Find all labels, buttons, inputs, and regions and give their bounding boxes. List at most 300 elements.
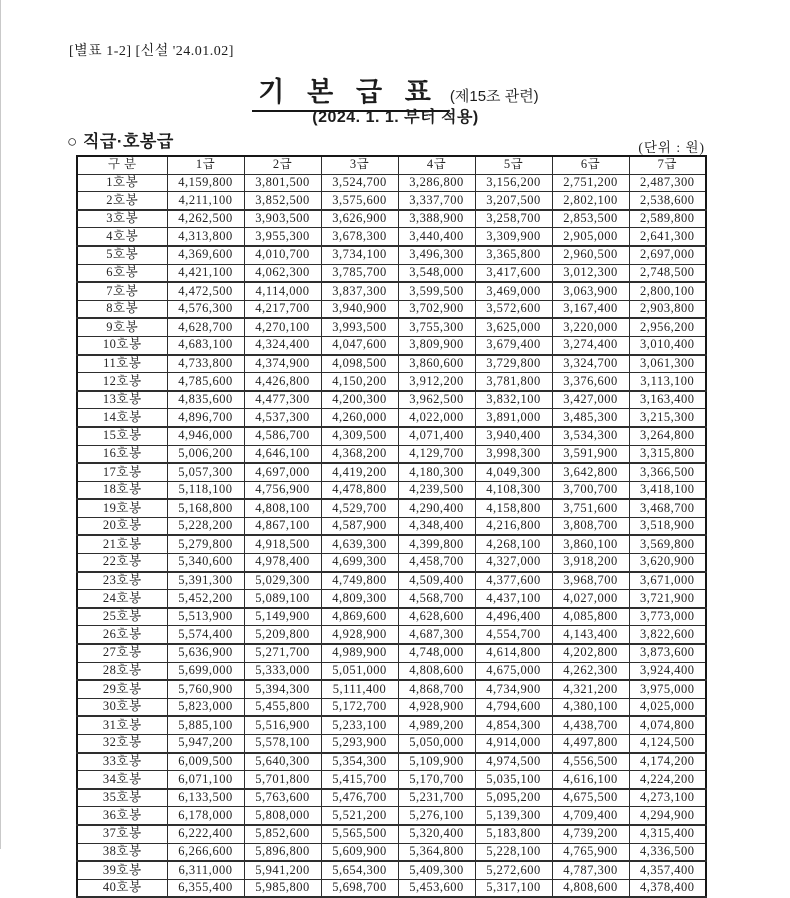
salary-cell: 5,231,700 <box>398 789 475 807</box>
salary-cell: 3,891,000 <box>475 409 552 427</box>
salary-cell: 3,469,000 <box>475 282 552 300</box>
col-header-grade-7: 7급 <box>629 156 706 174</box>
salary-cell: 4,327,000 <box>475 554 552 572</box>
salary-cell: 4,586,700 <box>244 427 321 445</box>
row-label: 29호봉 <box>77 680 167 698</box>
salary-cell: 4,124,500 <box>629 735 706 753</box>
col-header-grade-5: 5급 <box>475 156 552 174</box>
salary-cell: 3,940,900 <box>321 300 398 318</box>
salary-cell: 4,114,000 <box>244 282 321 300</box>
salary-cell: 5,333,000 <box>244 662 321 680</box>
row-label: 7호봉 <box>77 282 167 300</box>
salary-cell: 3,955,300 <box>244 228 321 246</box>
salary-cell: 3,968,700 <box>552 572 629 590</box>
salary-cell: 5,364,800 <box>398 843 475 861</box>
salary-cell: 4,262,500 <box>167 210 244 228</box>
salary-cell: 4,268,100 <box>475 535 552 553</box>
salary-cell: 4,697,000 <box>244 463 321 481</box>
salary-cell: 2,905,000 <box>552 228 629 246</box>
salary-cell: 4,709,400 <box>552 807 629 825</box>
salary-cell: 2,956,200 <box>629 318 706 336</box>
salary-cell: 3,808,700 <box>552 517 629 535</box>
salary-cell: 4,808,600 <box>398 662 475 680</box>
salary-cell: 6,009,500 <box>167 753 244 771</box>
salary-cell: 4,478,800 <box>321 481 398 499</box>
salary-cell: 5,228,100 <box>475 843 552 861</box>
salary-cell: 4,426,800 <box>244 373 321 391</box>
salary-cell: 4,098,500 <box>321 355 398 373</box>
salary-cell: 4,270,100 <box>244 318 321 336</box>
salary-cell: 6,178,000 <box>167 807 244 825</box>
salary-cell: 3,837,300 <box>321 282 398 300</box>
salary-cell: 4,315,400 <box>629 825 706 843</box>
row-label: 25호봉 <box>77 608 167 626</box>
table-row <box>77 192 706 210</box>
salary-cell: 3,940,400 <box>475 427 552 445</box>
salary-cell: 3,417,600 <box>475 264 552 282</box>
salary-cell: 4,748,000 <box>398 644 475 662</box>
salary-cell: 4,946,000 <box>167 427 244 445</box>
salary-cell: 3,063,900 <box>552 282 629 300</box>
salary-cell: 4,765,900 <box>552 843 629 861</box>
salary-cell: 3,485,300 <box>552 409 629 427</box>
table-row <box>77 753 706 771</box>
salary-cell: 2,697,000 <box>629 246 706 264</box>
salary-cell: 4,143,400 <box>552 626 629 644</box>
salary-cell: 2,853,500 <box>552 210 629 228</box>
salary-cell: 5,521,200 <box>321 807 398 825</box>
salary-cell: 3,315,800 <box>629 445 706 463</box>
table-row <box>77 879 706 897</box>
salary-cell: 4,313,800 <box>167 228 244 246</box>
table-row <box>77 246 706 264</box>
salary-cell: 3,620,900 <box>629 554 706 572</box>
salary-cell: 4,377,600 <box>475 572 552 590</box>
row-label: 28호봉 <box>77 662 167 680</box>
salary-cell: 3,365,800 <box>475 246 552 264</box>
salary-cell: 3,440,400 <box>398 228 475 246</box>
salary-cell: 4,808,600 <box>552 879 629 897</box>
salary-cell: 3,524,700 <box>321 174 398 192</box>
salary-table <box>76 155 707 898</box>
table-row <box>77 336 706 354</box>
salary-cell: 4,989,900 <box>321 644 398 662</box>
salary-cell: 3,773,000 <box>629 608 706 626</box>
salary-cell: 3,215,300 <box>629 409 706 427</box>
table-row <box>77 517 706 535</box>
salary-cell: 4,273,100 <box>629 789 706 807</box>
table-row <box>77 174 706 192</box>
salary-cell: 2,487,300 <box>629 174 706 192</box>
salary-cell: 4,419,200 <box>321 463 398 481</box>
salary-cell: 4,211,100 <box>167 192 244 210</box>
salary-cell: 4,974,500 <box>475 753 552 771</box>
salary-cell: 4,369,600 <box>167 246 244 264</box>
salary-cell: 5,823,000 <box>167 698 244 716</box>
salary-cell: 4,699,300 <box>321 554 398 572</box>
salary-cell: 4,062,300 <box>244 264 321 282</box>
salary-cell: 3,274,400 <box>552 336 629 354</box>
salary-cell: 4,928,900 <box>321 626 398 644</box>
salary-cell: 3,671,000 <box>629 572 706 590</box>
salary-cell: 5,168,800 <box>167 499 244 517</box>
salary-cell: 5,170,700 <box>398 771 475 789</box>
salary-cell: 5,516,900 <box>244 716 321 734</box>
salary-cell: 4,378,400 <box>629 879 706 897</box>
salary-cell: 4,496,400 <box>475 608 552 626</box>
row-label: 26호봉 <box>77 626 167 644</box>
salary-cell: 3,801,500 <box>244 174 321 192</box>
row-label: 1호봉 <box>77 174 167 192</box>
salary-cell: 4,290,400 <box>398 499 475 517</box>
salary-cell: 3,572,600 <box>475 300 552 318</box>
table-row <box>77 282 706 300</box>
salary-cell: 3,010,400 <box>629 336 706 354</box>
salary-cell: 3,167,400 <box>552 300 629 318</box>
salary-cell: 5,476,700 <box>321 789 398 807</box>
salary-cell: 3,832,100 <box>475 391 552 409</box>
salary-cell: 3,258,700 <box>475 210 552 228</box>
salary-cell: 3,518,900 <box>629 517 706 535</box>
table-row <box>77 499 706 517</box>
salary-cell: 3,755,300 <box>398 318 475 336</box>
salary-cell: 3,569,800 <box>629 535 706 553</box>
salary-cell: 4,260,000 <box>321 409 398 427</box>
salary-cell: 6,222,400 <box>167 825 244 843</box>
salary-cell: 4,576,300 <box>167 300 244 318</box>
salary-cell: 5,701,800 <box>244 771 321 789</box>
table-header <box>77 156 706 174</box>
table-row <box>77 680 706 698</box>
row-label: 23호봉 <box>77 572 167 590</box>
salary-cell: 4,854,300 <box>475 716 552 734</box>
salary-cell: 5,513,900 <box>167 608 244 626</box>
salary-cell: 3,642,800 <box>552 463 629 481</box>
salary-cell: 3,822,600 <box>629 626 706 644</box>
row-label: 22호봉 <box>77 554 167 572</box>
salary-cell: 6,133,500 <box>167 789 244 807</box>
salary-cell: 3,626,900 <box>321 210 398 228</box>
salary-cell: 5,640,300 <box>244 753 321 771</box>
salary-cell: 3,998,300 <box>475 445 552 463</box>
table-row <box>77 300 706 318</box>
salary-cell: 5,941,200 <box>244 861 321 879</box>
salary-cell: 4,010,700 <box>244 246 321 264</box>
salary-cell: 4,739,200 <box>552 825 629 843</box>
salary-cell: 3,809,900 <box>398 336 475 354</box>
salary-cell: 5,453,600 <box>398 879 475 897</box>
row-label: 12호봉 <box>77 373 167 391</box>
salary-cell: 3,993,500 <box>321 318 398 336</box>
salary-cell: 4,309,500 <box>321 427 398 445</box>
salary-cell: 3,852,500 <box>244 192 321 210</box>
salary-cell: 5,578,100 <box>244 735 321 753</box>
salary-cell: 4,587,900 <box>321 517 398 535</box>
salary-cell: 2,748,500 <box>629 264 706 282</box>
salary-cell: 4,869,600 <box>321 608 398 626</box>
salary-cell: 5,698,700 <box>321 879 398 897</box>
salary-cell: 5,051,000 <box>321 662 398 680</box>
salary-cell: 5,574,400 <box>167 626 244 644</box>
salary-cell: 3,548,000 <box>398 264 475 282</box>
row-label: 34호봉 <box>77 771 167 789</box>
salary-cell: 3,388,900 <box>398 210 475 228</box>
row-label: 35호봉 <box>77 789 167 807</box>
salary-cell: 5,852,600 <box>244 825 321 843</box>
salary-cell: 5,209,800 <box>244 626 321 644</box>
salary-cell: 5,340,600 <box>167 554 244 572</box>
table-row <box>77 789 706 807</box>
salary-cell: 4,085,800 <box>552 608 629 626</box>
table-row <box>77 210 706 228</box>
salary-cell: 4,472,500 <box>167 282 244 300</box>
table-row <box>77 644 706 662</box>
salary-cell: 4,537,300 <box>244 409 321 427</box>
table-row <box>77 318 706 336</box>
salary-cell: 3,729,800 <box>475 355 552 373</box>
salary-cell: 3,918,200 <box>552 554 629 572</box>
table-row <box>77 825 706 843</box>
salary-cell: 5,885,100 <box>167 716 244 734</box>
table-row <box>77 771 706 789</box>
salary-cell: 4,071,400 <box>398 427 475 445</box>
salary-cell: 3,012,300 <box>552 264 629 282</box>
salary-cell: 4,568,700 <box>398 590 475 608</box>
salary-cell: 3,751,600 <box>552 499 629 517</box>
salary-cell: 3,575,600 <box>321 192 398 210</box>
salary-cell: 4,438,700 <box>552 716 629 734</box>
salary-cell: 4,978,400 <box>244 554 321 572</box>
row-label: 21호봉 <box>77 535 167 553</box>
salary-cell: 3,912,200 <box>398 373 475 391</box>
salary-cell: 3,366,500 <box>629 463 706 481</box>
table-row <box>77 481 706 499</box>
row-label: 8호봉 <box>77 300 167 318</box>
row-label: 36호봉 <box>77 807 167 825</box>
page-title: 기 본 급 표 <box>252 70 449 112</box>
salary-cell: 6,355,400 <box>167 879 244 897</box>
salary-cell: 4,239,500 <box>398 481 475 499</box>
row-label: 11호봉 <box>77 355 167 373</box>
salary-cell: 5,808,000 <box>244 807 321 825</box>
salary-cell: 4,477,300 <box>244 391 321 409</box>
salary-cell: 3,418,100 <box>629 481 706 499</box>
salary-cell: 4,049,300 <box>475 463 552 481</box>
salary-cell: 4,497,800 <box>552 735 629 753</box>
salary-cell: 5,763,600 <box>244 789 321 807</box>
salary-cell: 3,534,300 <box>552 427 629 445</box>
salary-cell: 4,022,000 <box>398 409 475 427</box>
salary-cell: 4,794,600 <box>475 698 552 716</box>
table-row <box>77 373 706 391</box>
table-row <box>77 716 706 734</box>
salary-cell: 4,368,200 <box>321 445 398 463</box>
row-label: 17호봉 <box>77 463 167 481</box>
salary-cell: 4,129,700 <box>398 445 475 463</box>
salary-cell: 3,591,900 <box>552 445 629 463</box>
row-label: 18호봉 <box>77 481 167 499</box>
salary-cell: 4,374,900 <box>244 355 321 373</box>
table-row <box>77 463 706 481</box>
salary-cell: 5,409,300 <box>398 861 475 879</box>
salary-cell: 4,787,300 <box>552 861 629 879</box>
row-label: 31호봉 <box>77 716 167 734</box>
salary-cell: 4,324,400 <box>244 336 321 354</box>
row-label: 30호봉 <box>77 698 167 716</box>
salary-cell: 5,455,800 <box>244 698 321 716</box>
salary-cell: 4,321,200 <box>552 680 629 698</box>
salary-cell: 4,174,200 <box>629 753 706 771</box>
salary-cell: 5,172,700 <box>321 698 398 716</box>
table-row <box>77 228 706 246</box>
salary-cell: 4,357,400 <box>629 861 706 879</box>
salary-cell: 3,924,400 <box>629 662 706 680</box>
salary-cell: 4,808,100 <box>244 499 321 517</box>
salary-cell: 5,057,300 <box>167 463 244 481</box>
salary-cell: 5,035,100 <box>475 771 552 789</box>
table-row <box>77 698 706 716</box>
row-label: 38호봉 <box>77 843 167 861</box>
salary-cell: 4,509,400 <box>398 572 475 590</box>
effective-date-subtitle: (2024. 1. 1. 부터 적용) <box>312 109 479 126</box>
col-header-gubun: 구 분 <box>77 156 167 174</box>
salary-cell: 3,975,000 <box>629 680 706 698</box>
table-row <box>77 608 706 626</box>
salary-cell: 4,756,900 <box>244 481 321 499</box>
salary-cell: 4,809,300 <box>321 590 398 608</box>
salary-cell: 6,071,100 <box>167 771 244 789</box>
salary-cell: 4,180,300 <box>398 463 475 481</box>
salary-cell: 5,320,400 <box>398 825 475 843</box>
salary-cell: 4,749,800 <box>321 572 398 590</box>
salary-cell: 5,095,200 <box>475 789 552 807</box>
salary-cell: 4,896,700 <box>167 409 244 427</box>
salary-cell: 3,873,600 <box>629 644 706 662</box>
salary-cell: 4,202,800 <box>552 644 629 662</box>
row-label: 37호봉 <box>77 825 167 843</box>
salary-cell: 4,074,800 <box>629 716 706 734</box>
salary-cell: 3,264,800 <box>629 427 706 445</box>
salary-cell: 5,293,900 <box>321 735 398 753</box>
row-label: 4호봉 <box>77 228 167 246</box>
salary-cell: 3,625,000 <box>475 318 552 336</box>
salary-cell: 4,437,100 <box>475 590 552 608</box>
salary-cell: 4,683,100 <box>167 336 244 354</box>
salary-cell: 5,228,200 <box>167 517 244 535</box>
salary-cell: 4,616,100 <box>552 771 629 789</box>
salary-cell: 3,721,900 <box>629 590 706 608</box>
table-header-row <box>77 156 706 174</box>
salary-cell: 4,336,500 <box>629 843 706 861</box>
row-label: 33호봉 <box>77 753 167 771</box>
row-label: 20호봉 <box>77 517 167 535</box>
salary-cell: 4,614,800 <box>475 644 552 662</box>
salary-cell: 3,468,700 <box>629 499 706 517</box>
row-label: 39호봉 <box>77 861 167 879</box>
salary-cell: 4,989,200 <box>398 716 475 734</box>
salary-cell: 4,159,800 <box>167 174 244 192</box>
table-row <box>77 445 706 463</box>
salary-cell: 4,868,700 <box>398 680 475 698</box>
table-row <box>77 535 706 553</box>
table-body <box>77 174 706 897</box>
salary-cell: 5,391,300 <box>167 572 244 590</box>
salary-cell: 3,860,600 <box>398 355 475 373</box>
section-heading: ○ 직급·호봉급 <box>67 132 174 151</box>
row-label: 9호봉 <box>77 318 167 336</box>
salary-cell: 4,158,800 <box>475 499 552 517</box>
salary-cell: 5,394,300 <box>244 680 321 698</box>
table-row <box>77 735 706 753</box>
salary-cell: 5,636,900 <box>167 644 244 662</box>
salary-cell: 2,802,100 <box>552 192 629 210</box>
salary-cell: 3,734,100 <box>321 246 398 264</box>
salary-cell: 3,220,000 <box>552 318 629 336</box>
salary-cell: 4,628,700 <box>167 318 244 336</box>
salary-cell: 5,947,200 <box>167 735 244 753</box>
row-label: 24호봉 <box>77 590 167 608</box>
salary-cell: 3,702,900 <box>398 300 475 318</box>
salary-cell: 4,928,900 <box>398 698 475 716</box>
table-row <box>77 355 706 373</box>
salary-cell: 4,108,300 <box>475 481 552 499</box>
col-header-grade-3: 3급 <box>321 156 398 174</box>
row-label: 14호봉 <box>77 409 167 427</box>
row-label: 2호봉 <box>77 192 167 210</box>
salary-cell: 5,354,300 <box>321 753 398 771</box>
salary-cell: 5,029,300 <box>244 572 321 590</box>
salary-cell: 2,538,600 <box>629 192 706 210</box>
salary-cell: 5,118,100 <box>167 481 244 499</box>
table-row <box>77 264 706 282</box>
salary-cell: 4,216,800 <box>475 517 552 535</box>
salary-cell: 2,589,800 <box>629 210 706 228</box>
col-header-grade-4: 4급 <box>398 156 475 174</box>
salary-cell: 3,427,000 <box>552 391 629 409</box>
row-label: 13호봉 <box>77 391 167 409</box>
salary-cell: 5,654,300 <box>321 861 398 879</box>
salary-cell: 3,496,300 <box>398 246 475 264</box>
salary-cell: 2,751,200 <box>552 174 629 192</box>
salary-cell: 5,452,200 <box>167 590 244 608</box>
table-row <box>77 807 706 825</box>
page-title-suffix: (제15조 관련) <box>449 88 539 105</box>
salary-cell: 4,200,300 <box>321 391 398 409</box>
table-row <box>77 391 706 409</box>
unit-label: (단위 : 원) <box>638 140 705 155</box>
row-label: 40호봉 <box>77 879 167 897</box>
salary-cell: 5,317,100 <box>475 879 552 897</box>
salary-cell: 4,675,000 <box>475 662 552 680</box>
salary-cell: 5,565,500 <box>321 825 398 843</box>
salary-cell: 5,985,800 <box>244 879 321 897</box>
table-row <box>77 409 706 427</box>
salary-cell: 3,599,500 <box>398 282 475 300</box>
salary-cell: 5,006,200 <box>167 445 244 463</box>
salary-cell: 4,458,700 <box>398 554 475 572</box>
salary-cell: 5,233,100 <box>321 716 398 734</box>
salary-cell: 3,903,500 <box>244 210 321 228</box>
salary-cell: 2,960,500 <box>552 246 629 264</box>
salary-cell: 4,646,100 <box>244 445 321 463</box>
table-row <box>77 626 706 644</box>
salary-cell: 3,156,200 <box>475 174 552 192</box>
salary-cell: 5,183,800 <box>475 825 552 843</box>
row-label: 15호봉 <box>77 427 167 445</box>
salary-cell: 4,675,500 <box>552 789 629 807</box>
salary-cell: 5,139,300 <box>475 807 552 825</box>
table-row <box>77 861 706 879</box>
